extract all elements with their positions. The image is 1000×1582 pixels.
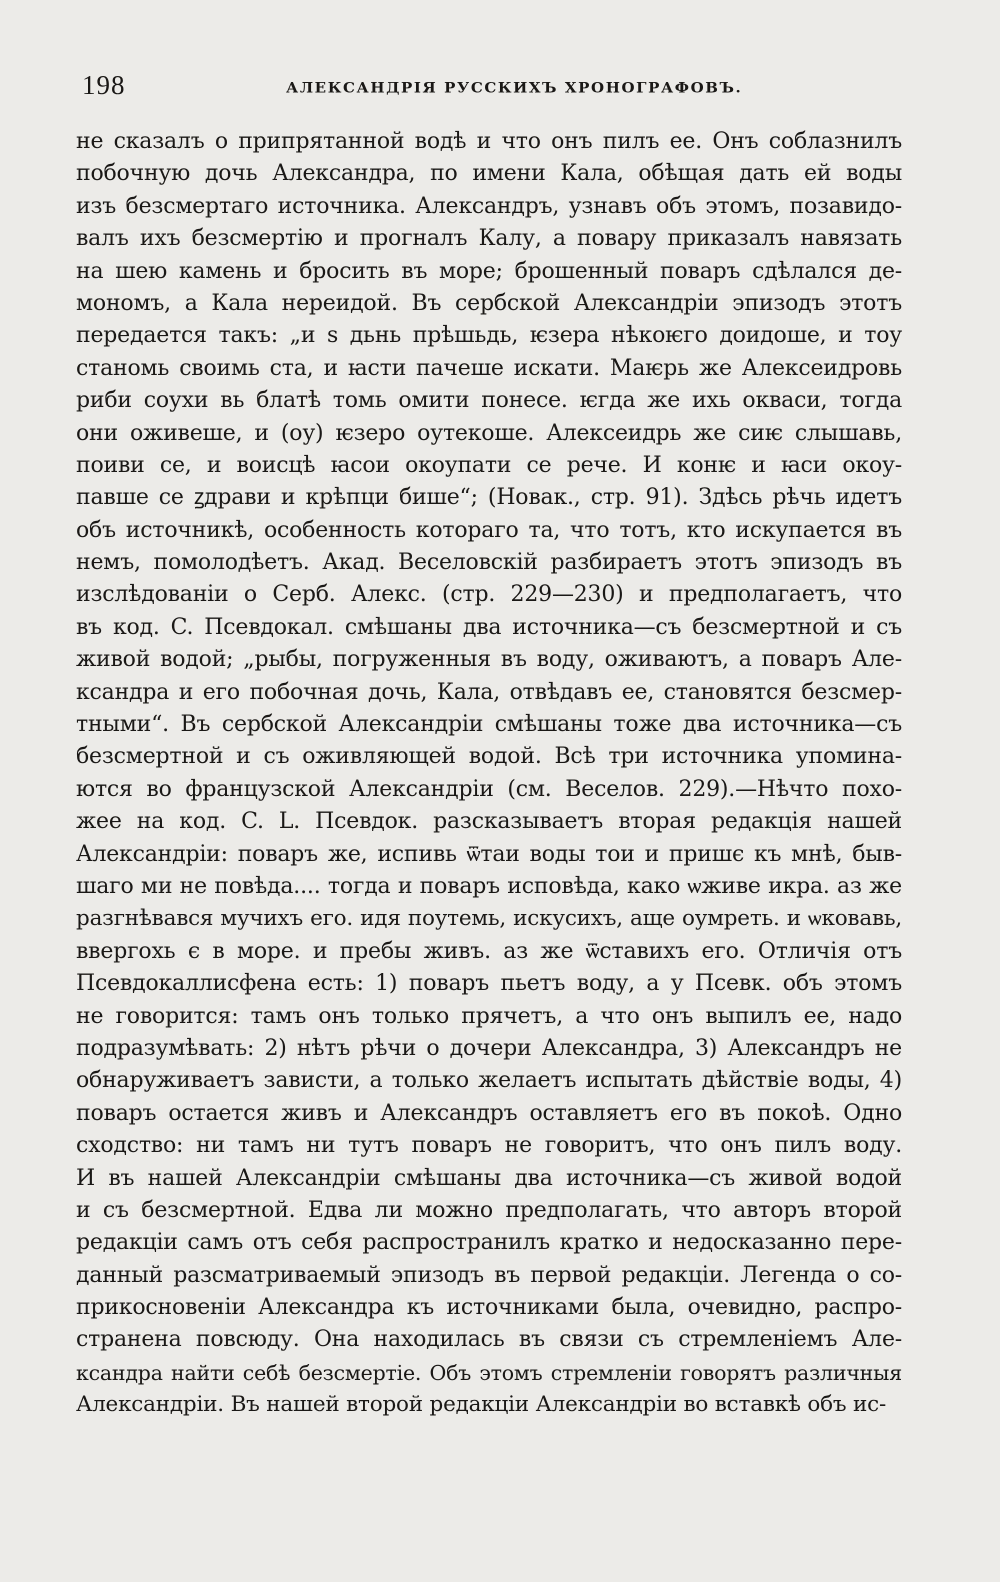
text-line: редакціи самъ отъ себя распространилъ кратко и недосказанно пере- bbox=[76, 1230, 902, 1256]
text-line: не сказалъ о припрятанной водѣ и что онъ пилъ ее. Онъ соблазнилъ bbox=[76, 129, 902, 154]
text-line: тными“. Въ сербской Александріи смѣшаны тоже два источника—съ bbox=[76, 712, 902, 738]
text-line: ксандра найти себѣ безсмертіе. Объ этомъ стремленіи говорятъ различныя bbox=[76, 1360, 902, 1385]
text-line: ввергохь є в море. и пребы живъ. аз же ѿставихъ его. Отличія отъ bbox=[76, 938, 902, 964]
text-line: Александріи: поваръ же, испивь ѿтаи воды тои и пришє къ мнѣ, быв- bbox=[76, 841, 902, 867]
text-line: шаго ми не повѣда.... тогда и поваръ исповѣда, како ѡживе икра. аз же bbox=[76, 873, 902, 899]
text-line: поиви се, и воисцѣ ꙗсои окоупати се рече. И конѥ и ꙗси окоу- bbox=[76, 452, 902, 478]
text-line: станомь своимь ста, и ꙗсти пачеше искати. Маѥрь же Алексеидровь bbox=[76, 355, 902, 381]
text-line: они оживеше, и (оу) ѥзеро оутекоше. Алексеидрь же сиѥ слышавь, bbox=[76, 420, 902, 446]
text-line: обнаруживаетъ зависти, а только желаетъ испытать дѣйствіе воды, 4) bbox=[76, 1068, 902, 1094]
text-line: валъ ихъ безсмертію и прогналъ Калу, а повару приказалъ навязать bbox=[76, 226, 902, 252]
text-line: побочную дочь Александра, по имени Кала, обѣщая дать ей воды bbox=[76, 161, 902, 187]
text-line: Псевдокаллисфена есть: 1) поваръ пьетъ воду, а у Псевк. объ этомъ bbox=[76, 971, 902, 997]
text-line: и съ безсмертной. Едва ли можно предполагать, что авторъ второй bbox=[76, 1197, 902, 1223]
text-line: объ источникѣ, особенность котораго та, что тотъ, кто искупается въ bbox=[76, 517, 902, 543]
text-line: павше се ꙁдрави и крѣпци бише“; (Новак., стр. 91). Здѣсь рѣчь идетъ bbox=[76, 485, 902, 511]
page-header bbox=[80, 64, 900, 104]
text-line: на шею камень и бросить въ море; брошенный поваръ сдѣлался де- bbox=[76, 258, 902, 284]
text-line: изслѣдованіи о Серб. Алекс. (стр. 229—230) и предполагаетъ, что bbox=[76, 582, 902, 608]
page-number: 198 bbox=[82, 70, 126, 100]
text-line: безсмертной и съ оживляющей водой. Всѣ три источника упомина- bbox=[76, 744, 902, 770]
text-line: не говорится: тамъ онъ только прячетъ, а что онъ выпилъ ее, надо bbox=[76, 1003, 902, 1029]
text-line: немъ, помолодѣетъ. Акад. Веселовскій разбираетъ этотъ эпизодъ въ bbox=[76, 550, 902, 576]
text-line: ются во французской Александріи (см. Веселов. 229).—Нѣчто похо- bbox=[76, 776, 902, 802]
text-line: живой водой; „рыбы, погруженныя въ воду, оживаютъ, а поваръ Але- bbox=[76, 647, 902, 673]
text-line: жее на код. C. L. Псевдок. разсказываетъ вторая редакція нашей bbox=[76, 809, 902, 835]
text-line: поваръ остается живъ и Александръ оставляетъ его въ покоѣ. Одно bbox=[76, 1100, 902, 1126]
text-line: странена повсюду. Она находилась въ связи съ стремленіемъ Але- bbox=[76, 1327, 902, 1353]
text-line: прикосновеніи Александра къ источниками была, очевидно, распро- bbox=[76, 1295, 902, 1321]
text-line: ксандра и его побочная дочь, Кала, отвѣдавъ ее, становятся безсмер- bbox=[76, 679, 902, 705]
text-line: И въ нашей Александріи смѣшаны два источника—съ живой водой bbox=[76, 1165, 902, 1191]
text-line: сходство: ни тамъ ни тутъ поваръ не говоритъ, что онъ пилъ воду. bbox=[76, 1133, 902, 1159]
text-line: передается такъ: „и ѕ дьнь прѣшьдь, ѥзера нѣкоѥго доидоше, и тоу bbox=[76, 323, 902, 349]
body-text bbox=[76, 126, 902, 1422]
text-line: Александріи. Въ нашей второй редакціи Александріи во вставкѣ объ ис- bbox=[76, 1392, 887, 1418]
text-line: подразумѣвать: 2) нѣтъ рѣчи о дочери Александра, 3) Александръ не bbox=[76, 1035, 902, 1061]
text-line: мономъ, а Кала нереидой. Въ сербской Александріи эпизодъ этотъ bbox=[76, 290, 902, 316]
text-line: разгнѣвався мучихъ его. идя поутемь, искусихъ, аще оумреть. и ѡковавь, bbox=[76, 906, 902, 932]
text-line: данный разсматриваемый эпизодъ въ первой редакціи. Легенда о со- bbox=[76, 1262, 902, 1288]
running-title: АЛЕКСАНДРІЯ РУССКИХЪ ХРОНОГРАФОВЪ. bbox=[286, 80, 743, 97]
text-line: риби соухи вь блатѣ томь омити понесе. ѥгда же ихь окваси, тогда bbox=[76, 388, 902, 414]
text-line: въ код. C. Псевдокал. смѣшаны два источника—съ безсмертной и съ bbox=[76, 614, 902, 640]
text-line: изъ безсмертаго источника. Александръ, узнавъ объ этомъ, позавидо- bbox=[76, 193, 902, 219]
